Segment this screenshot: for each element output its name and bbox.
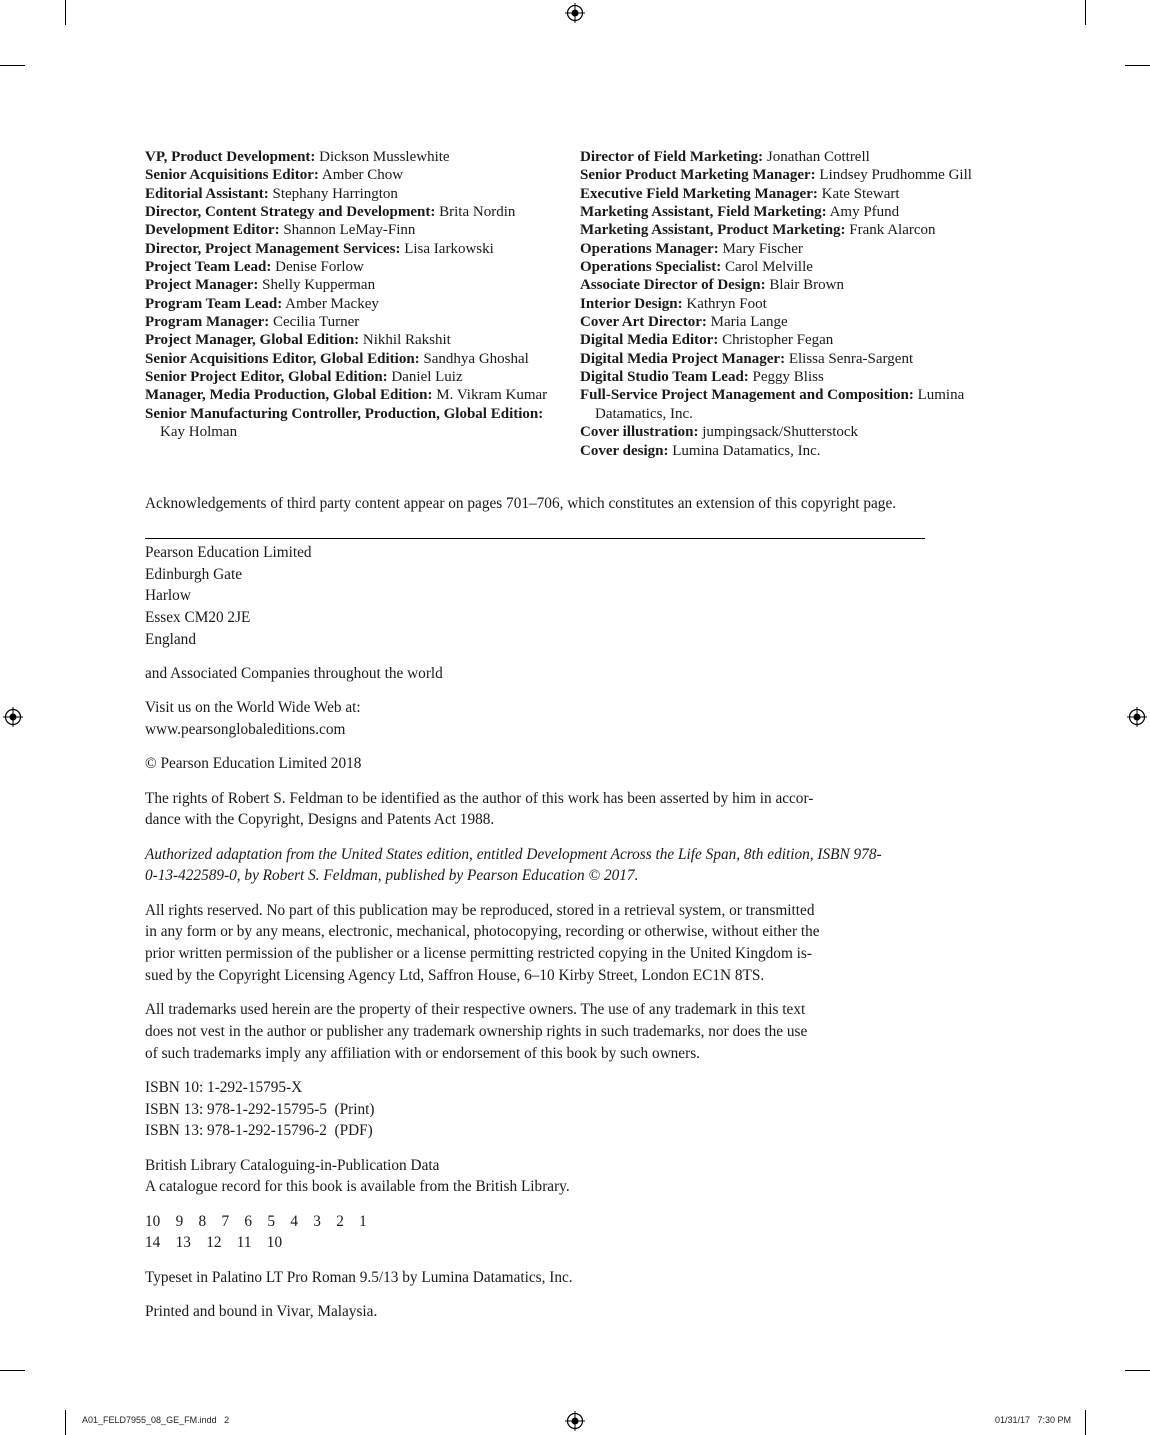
credit-role: Operations Specialist:: [580, 259, 722, 276]
credit-role: Cover design:: [580, 442, 669, 459]
credit-entry: [145, 258, 565, 276]
credit-role: Senior Acquisitions Editor, Global Edition:: [145, 350, 420, 367]
credit-entry: [580, 423, 1020, 441]
credit-entry: [580, 368, 1020, 386]
credit-entry: [580, 276, 1020, 294]
crop-mark: [65, 1410, 66, 1435]
credit-name: Peggy Bliss: [752, 369, 824, 386]
text-line: All rights reserved. No part of this publication may be reproduced, stored in a retrieval system, or transmitted: [145, 901, 815, 919]
credit-entry: [145, 295, 565, 313]
crop-mark: [1085, 0, 1086, 25]
registration-mark-icon: [3, 707, 23, 727]
slug-filename: A01_FELD7955_08_GE_FM.indd 2: [82, 1415, 230, 1425]
text-line: The rights of Robert S. Feldman to be identified as the author of this work has been asserted by him in accor-: [145, 789, 814, 807]
web-url: www.pearsonglobaleditions.com: [145, 721, 346, 739]
credit-role: Senior Product Marketing Manager:: [580, 167, 816, 184]
credits-right-column: [580, 148, 1020, 460]
crop-mark: [1125, 65, 1150, 66]
credit-role: Operations Manager:: [580, 240, 719, 257]
credit-role: Senior Manufacturing Controller, Production, Global Edition:: [145, 405, 544, 422]
credit-name: Amber Mackey: [285, 295, 379, 312]
credit-entry: [580, 221, 1020, 239]
credits-left-column: [145, 148, 565, 442]
credit-role: Digital Media Editor:: [580, 332, 719, 349]
credit-name: Kay Holman: [160, 424, 238, 441]
credit-role: Marketing Assistant, Product Marketing:: [580, 222, 846, 239]
credit-entry: [145, 331, 565, 349]
credit-name: Shelly Kupperman: [262, 277, 376, 294]
credit-entry: [145, 221, 565, 239]
credit-name: Christopher Fegan: [722, 332, 834, 349]
trademarks-notice: [145, 999, 923, 1064]
credit-name: Stephany Harrington: [272, 185, 398, 202]
credit-entry: [145, 148, 565, 166]
divider-rule: [145, 538, 925, 539]
credit-entry: [145, 350, 565, 368]
credit-entry: [580, 331, 1020, 349]
cip-line: British Library Cataloguing-in-Publication Data: [145, 1156, 440, 1174]
address-line: Essex CM20 2JE: [145, 609, 251, 627]
credit-entry: [145, 313, 565, 331]
credit-entry: [580, 313, 1020, 331]
credit-name: Kate Stewart: [821, 185, 900, 202]
copyright-body: [145, 542, 923, 1335]
printed-note: Printed and bound in Vivar, Malaysia.: [145, 1302, 378, 1320]
registration-mark-icon: [565, 3, 585, 23]
credit-entry: [580, 148, 1020, 166]
crop-mark: [65, 0, 66, 25]
credit-entry: [145, 240, 565, 258]
credit-name: Carol Melville: [725, 259, 813, 276]
slug-datetime: 01/31/17 7:30 PM: [995, 1415, 1072, 1425]
credit-entry: [580, 350, 1020, 368]
credit-role: Manager, Media Production, Global Edition:: [145, 387, 433, 404]
credit-role: Director, Content Strategy and Development:: [145, 204, 436, 221]
credit-name: Frank Alarcon: [849, 222, 936, 239]
publisher-address: [145, 542, 923, 651]
text-line: does not vest in the author or publisher any trademark ownership rights in such trademarks, nor does the use: [145, 1022, 808, 1040]
credit-entry: [145, 276, 565, 294]
credit-name: Brita Nordin: [439, 204, 516, 221]
credit-name: Shannon LeMay-Finn: [283, 222, 416, 239]
credit-name: Elissa Senra-Sargent: [788, 350, 914, 367]
credit-name: Lisa Iarkowski: [404, 240, 494, 257]
credit-role: Program Manager:: [145, 314, 270, 331]
cataloguing-data: [145, 1155, 923, 1198]
acknowledgements-note: Acknowledgements of third party content appear on pages 701–706, which constitutes an extension of this copyright page.: [145, 495, 897, 512]
credit-role: Senior Project Editor, Global Edition:: [145, 369, 388, 386]
credit-role: Director of Field Marketing:: [580, 149, 764, 165]
credit-name: Amber Chow: [321, 167, 404, 184]
credit-role: Project Manager:: [145, 277, 259, 294]
credit-entry: [145, 185, 565, 203]
cip-line: A catalogue record for this book is available from the British Library.: [145, 1178, 570, 1196]
credit-name: Dickson Musslewhite: [319, 149, 450, 165]
text-line: Authorized adaptation from the United States edition, entitled Development Across the Life Span, 8th edition, ISBN 978-: [145, 845, 882, 863]
credit-role: Associate Director of Design:: [580, 277, 766, 294]
credit-role: Director, Project Management Services:: [145, 240, 401, 257]
credit-name: Cecilia Turner: [273, 314, 360, 331]
crop-mark: [1125, 1370, 1150, 1371]
credit-entry: [145, 203, 565, 221]
crop-mark: [1085, 1410, 1086, 1435]
credit-entry: [580, 386, 1020, 423]
credit-entry: [580, 166, 1020, 184]
credit-role: Full-Service Project Management and Composition:: [580, 387, 914, 404]
credit-entry: [580, 442, 1020, 460]
credit-role: Cover illustration:: [580, 424, 699, 441]
author-rights: [145, 788, 923, 831]
address-line: Edinburgh Gate: [145, 565, 243, 583]
credit-role: Project Manager, Global Edition:: [145, 332, 360, 349]
isbn-line: ISBN 10: 1-292-15795-X: [145, 1078, 303, 1096]
credit-name: Blair Brown: [769, 277, 844, 294]
credit-name: Sandhya Ghoshal: [423, 350, 529, 367]
address-line: England: [145, 630, 196, 648]
credit-name: Amy Pfund: [829, 204, 900, 221]
credit-name: Kathryn Foot: [686, 295, 767, 312]
web-notice: [145, 697, 923, 740]
credit-entry: [580, 240, 1020, 258]
credit-entry: [580, 258, 1020, 276]
text-line: prior written permission of the publisher or a license permitting restricted copying in the United Kingdom is-: [145, 945, 812, 963]
credit-name: Jonathan Cottrell: [766, 149, 870, 165]
isbn-line: ISBN 13: 978-1-292-15796-2 (PDF): [145, 1122, 373, 1140]
credit-role: Digital Studio Team Lead:: [580, 369, 749, 386]
adaptation-note: [145, 844, 923, 887]
credit-role: Project Team Lead:: [145, 259, 272, 276]
crop-mark: [0, 65, 25, 66]
address-line: Harlow: [145, 587, 191, 605]
credit-name: jumpingsack/Shutterstock: [702, 424, 859, 441]
credit-role: Development Editor:: [145, 222, 280, 239]
credit-name: Daniel Luiz: [391, 369, 463, 386]
text-line: All trademarks used herein are the property of their respective owners. The use of any trademark in this text: [145, 1001, 806, 1019]
copyright-line: © Pearson Education Limited 2018: [145, 755, 362, 773]
isbn-list: [145, 1077, 923, 1142]
credit-name: Denise Forlow: [275, 259, 364, 276]
isbn-line: ISBN 13: 978-1-292-15795-5 (Print): [145, 1100, 375, 1118]
crop-mark: [0, 1370, 25, 1371]
credit-name: Maria Lange: [710, 314, 788, 331]
associated-companies: and Associated Companies throughout the world: [145, 665, 443, 683]
credit-entry: [580, 203, 1020, 221]
credit-name: Lumina Datamatics, Inc.: [595, 387, 965, 422]
address-line: Pearson Education Limited: [145, 544, 312, 561]
credit-role: Marketing Assistant, Field Marketing:: [580, 204, 827, 221]
credit-name: Lindsey Prudhomme Gill: [819, 167, 972, 184]
registration-mark-icon: [1127, 707, 1147, 727]
credit-name: M. Vikram Kumar: [436, 387, 548, 404]
credit-entry: [145, 166, 565, 184]
text-line: of such trademarks imply any affiliation with or endorsement of this book by such owners.: [145, 1044, 700, 1062]
credit-role: Senior Acquisitions Editor:: [145, 167, 319, 184]
printing-numbers: [145, 1211, 923, 1254]
credit-role: Digital Media Project Manager:: [580, 350, 786, 367]
credit-entry: [145, 405, 565, 442]
typeset-note: Typeset in Palatino LT Pro Roman 9.5/13 by Lumina Datamatics, Inc.: [145, 1268, 573, 1286]
credit-role: VP, Product Development:: [145, 149, 316, 165]
printing-line-1: 10 9 8 7 6 5 4 3 2 1: [145, 1212, 367, 1230]
text-line: dance with the Copyright, Designs and Patents Act 1988.: [145, 811, 495, 829]
credit-role: Cover Art Director:: [580, 314, 707, 331]
credit-role: Executive Field Marketing Manager:: [580, 185, 818, 202]
credit-role: Interior Design:: [580, 295, 683, 312]
credit-entry: [580, 185, 1020, 203]
credit-entry: [580, 295, 1020, 313]
all-rights-reserved: [145, 900, 923, 987]
credit-name: Nikhil Rakshit: [362, 332, 451, 349]
web-label: Visit us on the World Wide Web at:: [145, 699, 361, 717]
credit-name: Mary Fischer: [722, 240, 803, 257]
credit-entry: [145, 386, 565, 404]
credit-name: Lumina Datamatics, Inc.: [672, 442, 821, 459]
credit-entry: [145, 368, 565, 386]
registration-mark-icon: [565, 1411, 585, 1431]
credit-role: Program Team Lead:: [145, 295, 283, 312]
text-line: sued by the Copyright Licensing Agency Ltd, Saffron House, 6–10 Kirby Street, London EC1N 8TS.: [145, 966, 765, 984]
text-line: in any form or by any means, electronic, mechanical, photocopying, recording or otherwise, without either the: [145, 923, 820, 941]
printing-line-2: 14 13 12 11 10: [145, 1234, 283, 1252]
credit-role: Editorial Assistant:: [145, 185, 269, 202]
text-line: 0-13-422589-0, by Robert S. Feldman, published by Pearson Education © 2017.: [145, 867, 639, 885]
